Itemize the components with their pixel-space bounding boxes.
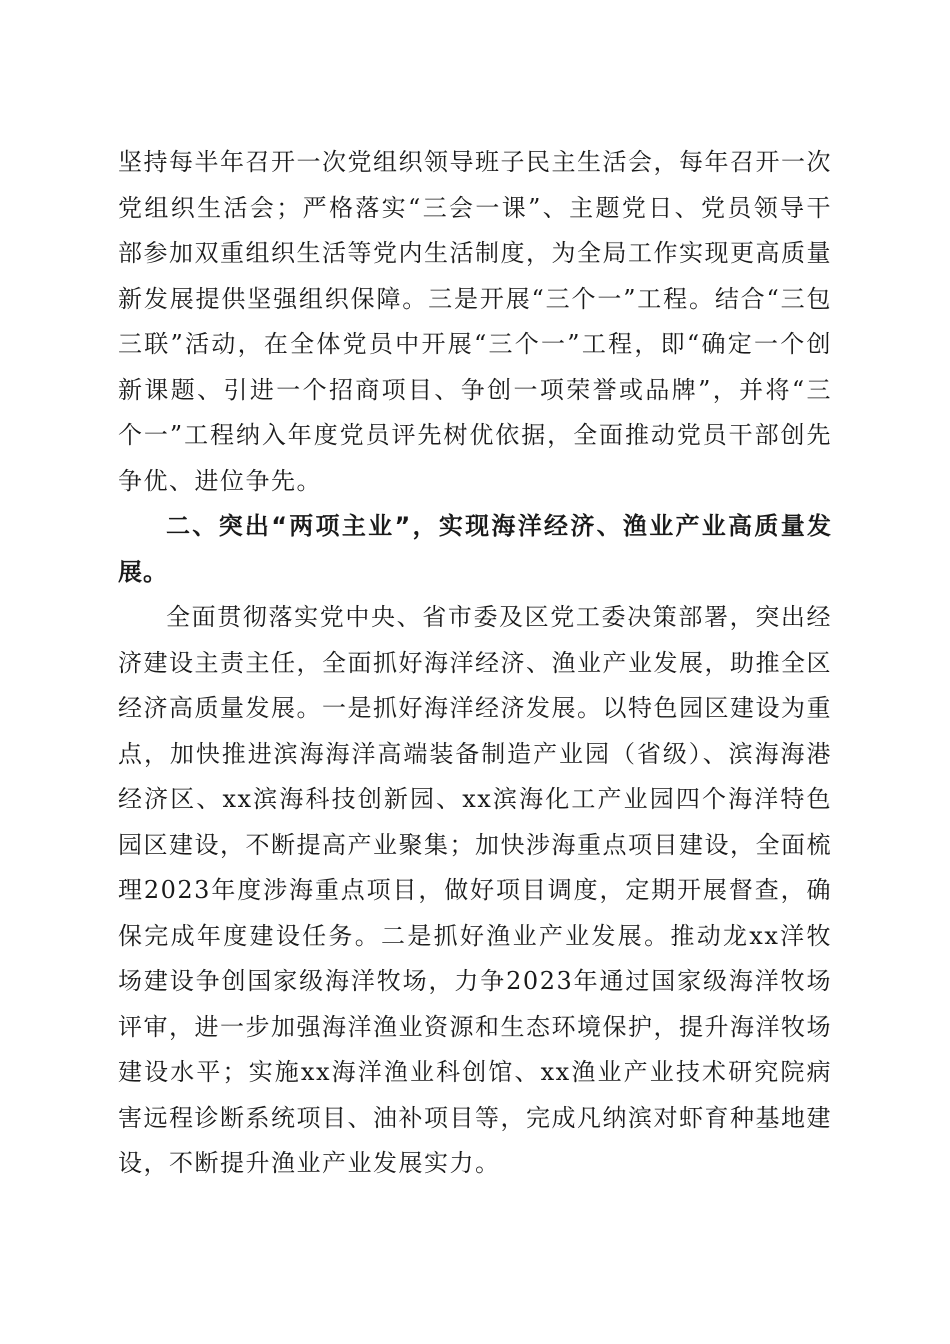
section-heading-2: 二、突出“两项主业”，实现海洋经济、渔业产业高质量发展。 [118, 512, 832, 586]
document-body [118, 140, 832, 1187]
body-paragraph-continuation: 坚持每半年召开一次党组织领导班子民主生活会，每年召开一次党组织生活会；严格落实“三会一课”、主题党日、党员领导干部参加双重组织生活等党内生活制度，为全局工作实现更高质量新发展提供坚强组织保障。三是开展“三个一”工程。结合“三包三联”活动，在全体党员中开展“三个一”工程，即“确定一个创新课题、引进一个招商项目、争创一项荣誉或品牌”，并将“三个一”工程纳入年度党员评先树优依据，全面推动党员干部创先争优、进位争先。 [118, 148, 832, 495]
body-paragraph-section-2: 全面贯彻落实党中央、省市委及区党工委决策部署，突出经济建设主责主任，全面抓好海洋经济、渔业产业发展，助推全区经济高质量发展。一是抓好海洋经济发展。以特色园区建设为重点，加快推进滨海海洋高端装备制造产业园（省级）、滨海海港经济区、xx滨海科技创新园、xx滨海化工产业园四个海洋特色园区建设，不断提高产业聚集；加快涉海重点项目建设，全面梳理2023年度涉海重点项目，做好项目调度，定期开展督查，确保完成年度建设任务。二是抓好渔业产业发展。推动龙xx洋牧场建设争创国家级海洋牧场，力争2023年通过国家级海洋牧场评审，进一步加强海洋渔业资源和生态环境保护，提升海洋牧场建设水平；实施xx海洋渔业科创馆、xx渔业产业技术研究院病害远程诊断系统项目、油补项目等，完成凡纳滨对虾育种基地建设，不断提升渔业产业发展实力。 [118, 603, 832, 1177]
